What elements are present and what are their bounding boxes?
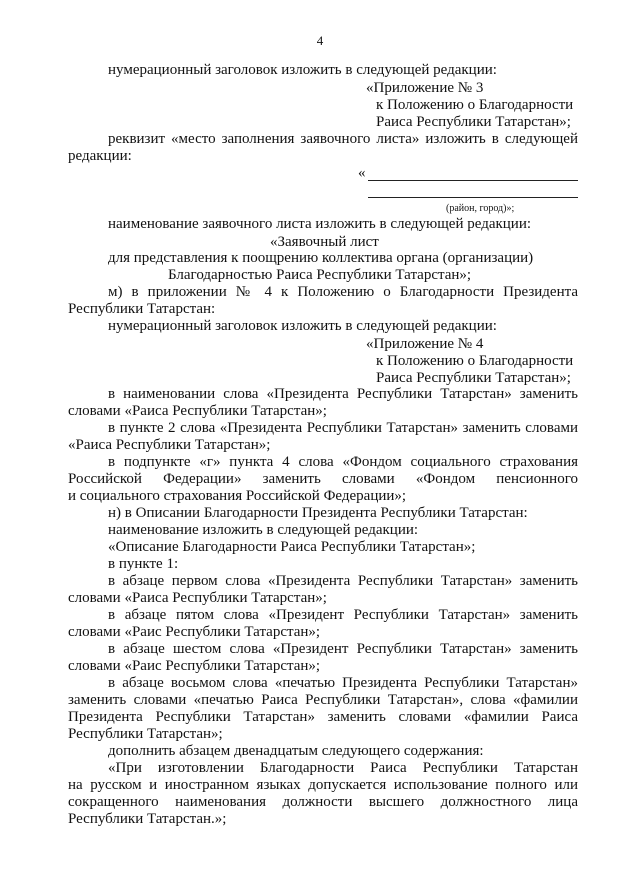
- text-line: заменить словами «печатью Раиса Республики Татарстан», слова «фамилии: [68, 692, 578, 708]
- text-line: Раиса Республики Татарстан»;: [376, 114, 571, 130]
- fill-in-line: [368, 197, 578, 198]
- text-line: словами «Раис Республики Татарстан»;: [68, 658, 321, 674]
- text-line: Республики Татарстан.»;: [68, 811, 227, 827]
- text-line: в абзаце восьмом слова «печатью Президента Республики Татарстан»: [108, 675, 578, 691]
- text-line: в пункте 1:: [108, 556, 179, 572]
- text-line: «Раиса Республики Татарстан»;: [68, 437, 271, 453]
- text-line: Благодарностью Раиса Республики Татарстан»;: [168, 267, 472, 283]
- text-line: Раиса Республики Татарстан»;: [376, 370, 571, 386]
- text-line: к Положению о Благодарности: [376, 353, 574, 369]
- text-line: «Заявочный лист: [270, 234, 379, 250]
- text-line: в абзаце первом слова «Президента Республики Татарстан» заменить: [108, 573, 578, 589]
- text-line: Президента Республики Татарстан» заменить словами «фамилии Раиса: [68, 709, 578, 725]
- text-line: Республики Татарстан»;: [68, 726, 223, 742]
- text-line: нумерационный заголовок изложить в следующей редакции:: [108, 62, 497, 78]
- text-line: на русском и иностранном языках допускается использование полного или: [68, 777, 578, 793]
- text-line: в абзаце шестом слова «Президент Республики Татарстан» заменить: [108, 641, 578, 657]
- text-line: н) в Описании Благодарности Президента Республики Татарстан:: [108, 505, 528, 521]
- text-line: словами «Раиса Республики Татарстан»;: [68, 403, 327, 419]
- text-line: «: [358, 165, 366, 181]
- text-line: словами «Раиса Республики Татарстан»;: [68, 590, 327, 606]
- text-line: сокращенного наименования должности высшего должностного лица: [68, 794, 578, 810]
- text-line: в наименовании слова «Президента Республики Татарстан» заменить: [108, 386, 578, 402]
- text-line: в пункте 2 слова «Президента Республики Татарстан» заменить словами: [108, 420, 578, 436]
- text-line: Республики Татарстан:: [68, 301, 216, 317]
- text-line: реквизит «место заполнения заявочного листа» изложить в следующей: [108, 131, 578, 147]
- text-line: редакции:: [68, 148, 132, 164]
- text-line: в подпункте «г» пункта 4 слова «Фондом социального страхования: [108, 454, 578, 470]
- fill-in-line: [368, 180, 578, 181]
- text-line: и социального страхования Российской Федерации»;: [68, 488, 407, 504]
- text-line: «При изготовлении Благодарности Раиса Республики Татарстан: [108, 760, 578, 776]
- text-line: дополнить абзацем двенадцатым следующего содержания:: [108, 743, 484, 759]
- field-caption: (район, город)»;: [446, 203, 515, 214]
- text-line: наименование заявочного листа изложить в следующей редакции:: [108, 216, 532, 232]
- text-line: «Приложение № 3: [366, 80, 484, 96]
- text-line: нумерационный заголовок изложить в следующей редакции:: [108, 318, 497, 334]
- text-line: «Приложение № 4: [366, 336, 484, 352]
- text-line: к Положению о Благодарности: [376, 97, 574, 113]
- text-line: м) в приложении № 4 к Положению о Благодарности Президента: [108, 284, 578, 300]
- text-line: словами «Раис Республики Татарстан»;: [68, 624, 321, 640]
- text-line: «Описание Благодарности Раиса Республики Татарстан»;: [108, 539, 476, 555]
- page-number: 4: [316, 33, 324, 48]
- text-line: Российской Федерации» заменить словами «Фондом пенсионного: [68, 471, 578, 487]
- text-line: наименование изложить в следующей редакции:: [108, 522, 419, 538]
- text-line: в абзаце пятом слова «Президент Республики Татарстан» заменить: [108, 607, 578, 623]
- text-line: для представления к поощрению коллектива органа (организации): [108, 250, 534, 266]
